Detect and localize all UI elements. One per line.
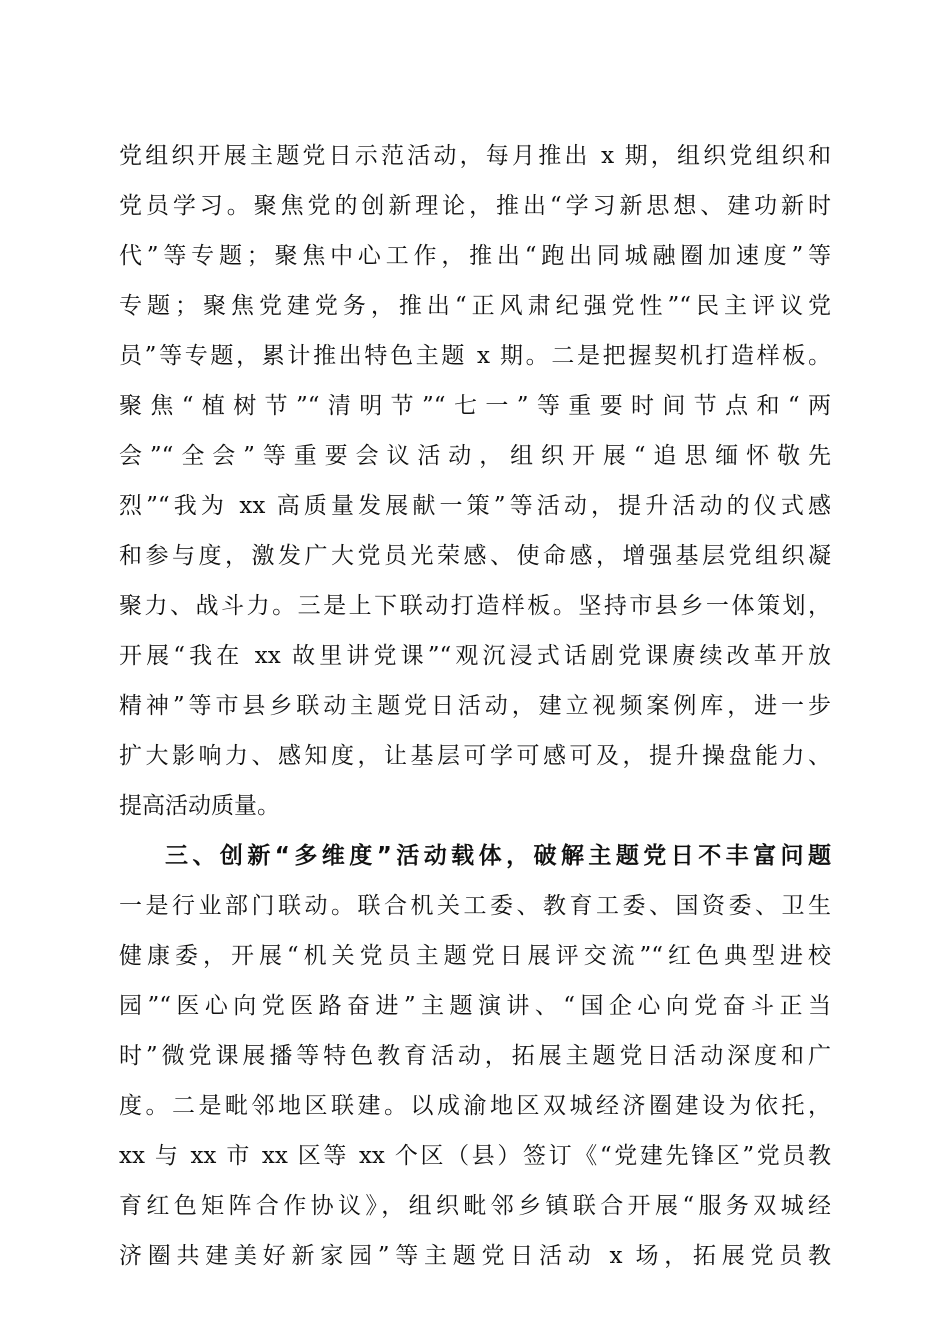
text-line: 专题；聚焦党建党务，推出“正风肃纪强党性”“民主评议党 (119, 293, 831, 319)
section-heading: 三、创新“多维度”活动载体，破解主题党日不丰富问题 (165, 843, 831, 869)
text-line: 党组织开展主题党日示范活动，每月推出 x 期，组织党组织和 (119, 143, 831, 169)
text-line: 度。二是毗邻地区联建。以成渝地区双城经济圈建设为依托， (119, 1093, 831, 1119)
text-line: 精神”等市县乡联动主题党日活动，建立视频案例库，进一步 (119, 693, 831, 719)
text-line: 健康委，开展“机关党员主题党日展评交流”“红色典型进校 (119, 943, 831, 969)
text-line: 一是行业部门联动。联合机关工委、教育工委、国资委、卫生 (119, 893, 831, 919)
text-line: 开展“我在 xx 故里讲党课”“观沉浸式话剧党课赓续改革开放 (119, 643, 831, 669)
text-line: 济圈共建美好新家园”等主题党日活动 x 场，拓展党员教 (119, 1243, 831, 1269)
text-line: xx 与 xx 市 xx 区等 xx 个区（县）签订《“党建先锋区”党员教 (119, 1143, 831, 1169)
text-line: 提高活动质量。 (119, 793, 280, 819)
text-line: 时”微党课展播等特色教育活动，拓展主题党日活动深度和广 (119, 1043, 831, 1069)
text-line: 会”“全会”等重要会议活动，组织开展“追思缅怀敬先 (119, 443, 831, 469)
text-line: 烈”“我为 xx 高质量发展献一策”等活动，提升活动的仪式感 (119, 493, 831, 519)
text-line: 育红色矩阵合作协议》，组织毗邻乡镇联合开展“服务双城经 (119, 1193, 831, 1219)
text-line: 聚力、战斗力。三是上下联动打造样板。坚持市县乡一体策划， (119, 593, 831, 619)
text-line: 园”“医心向党医路奋进”主题演讲、“国企心向党奋斗正当 (119, 993, 831, 1019)
text-line: 党员学习。聚焦党的创新理论，推出“学习新思想、建功新时 (119, 193, 831, 219)
text-line: 员”等专题，累计推出特色主题 x 期。二是把握契机打造样板。 (119, 343, 831, 369)
text-line: 扩大影响力、感知度，让基层可学可感可及，提升操盘能力、 (119, 743, 831, 769)
text-line: 聚焦“植树节”“清明节”“七一”等重要时间节点和“两 (119, 393, 831, 419)
text-line: 和参与度，激发广大党员光荣感、使命感，增强基层党组织凝 (119, 543, 831, 569)
text-line: 代”等专题；聚焦中心工作，推出“跑出同城融圈加速度”等 (119, 243, 831, 269)
